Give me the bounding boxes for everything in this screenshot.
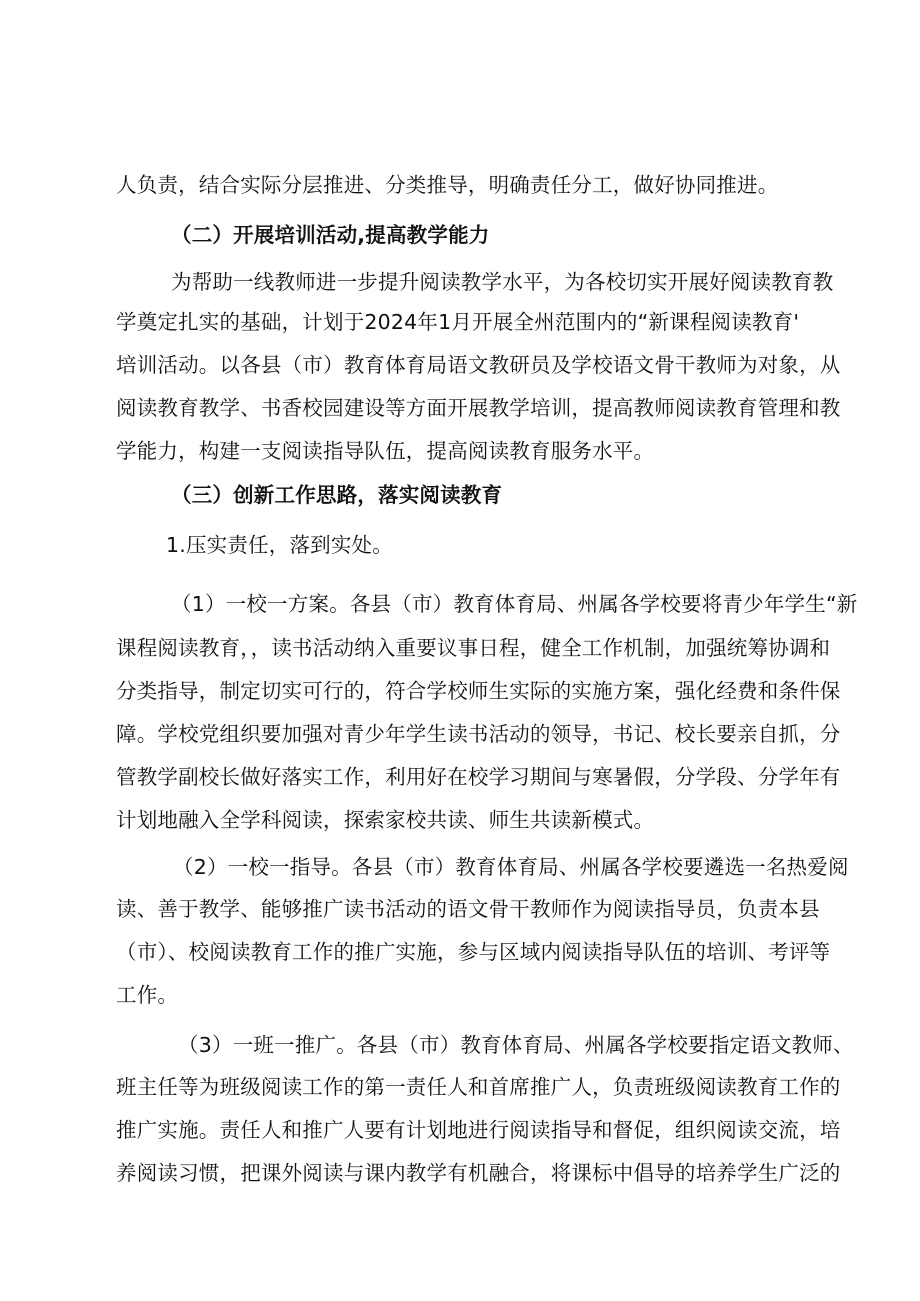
paragraph-line: 班主任等为班级阅读工作的第一责任人和首席推广人，负责班级阅读教育工作的 [116, 1075, 841, 1099]
paragraph-line: 养阅读习惯，把课外阅读与课内教学有机融合，将课标中倡导的培养学生广泛的 [116, 1161, 841, 1185]
paragraph-line: （1）一校一方案。各县（市）教育体育局、州属各学校要将青少年学生“新 [171, 592, 858, 616]
paragraph-line: 学能力，构建一支阅读指导队伍，提高阅读教育服务水平。 [116, 439, 655, 463]
paragraph-line: 读、善于教学、能够推广读书活动的语文骨干教师作为阅读指导员，负责本县 [116, 897, 820, 921]
paragraph-line: 人负责，结合实际分层推进、分类推导，明确责任分工，做好协同推进。 [116, 173, 779, 197]
paragraph-line: 计划地融入全学科阅读，探索家校共读、师生共读新模式。 [116, 808, 655, 832]
paragraph-line: 工作。 [116, 983, 179, 1007]
subsection-heading-1: 1.压实责任，落到实处。 [166, 533, 393, 557]
paragraph-line: 阅读教育教学、书香校园建设等方面开展教学培训，提高教师阅读教育管理和教 [116, 396, 841, 420]
paragraph-line: 分类指导，制定切实可行的，符合学校师生实际的实施方案，强化经费和条件保 [116, 679, 841, 703]
paragraph-line: （市）、校阅读教育工作的推广实施，参与区域内阅读指导队伍的培训、考评等 [116, 940, 831, 964]
paragraph-line: （2）一校一指导。各县（市）教育体育局、州属各学校要遴选一名热爱阅 [173, 855, 849, 879]
section-heading-2: （二）开展培训活动,提高教学能力 [171, 223, 490, 247]
section-heading-3: （三）创新工作思路，落实阅读教育 [171, 483, 503, 507]
paragraph-line: 为帮助一线教师进一步提升阅读教学水平，为各校切实开展好阅读教育教 [171, 270, 834, 294]
paragraph-line: 学奠定扎实的基础，计划于2024年1月开展全州范围内的“新课程阅读教育' [116, 310, 800, 334]
paragraph-line: 课程阅读教育，，读书活动纳入重要议事日程，健全工作机制，加强统筹协调和 [116, 636, 831, 660]
paragraph-line: 推广实施。责任人和推广人要有计划地进行阅读指导和督促，组织阅读交流，培 [116, 1118, 841, 1142]
paragraph-line: （3）一班一推广。各县（市）教育体育局、州属各学校要指定语文教师、 [178, 1033, 854, 1057]
paragraph-line: 障。学校党组织要加强对青少年学生读书活动的领导，书记、校长要亲自抓，分 [116, 722, 841, 746]
paragraph-line: 培训活动。以各县（市）教育体育局语文教研员及学校语文骨干教师为对象，从 [116, 353, 841, 377]
paragraph-line: 管教学副校长做好落实工作，利用好在校学习期间与寒暑假，分学段、分学年有 [116, 765, 841, 789]
